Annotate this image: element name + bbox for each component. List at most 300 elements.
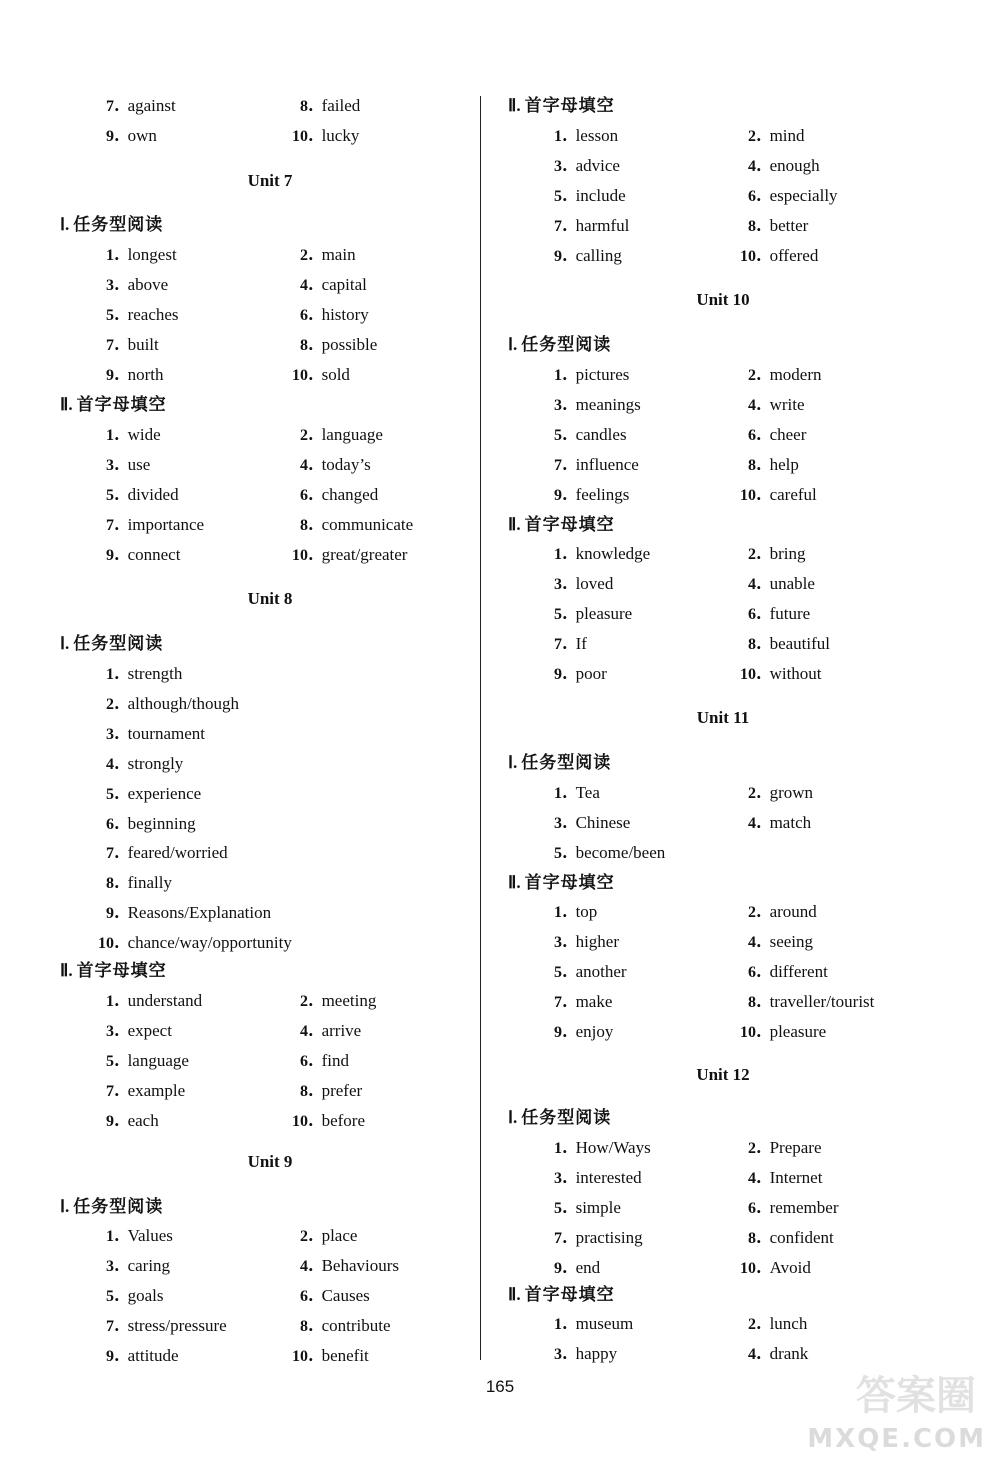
answer-word: capital	[321, 274, 367, 294]
answer-item	[88, 780, 201, 809]
item-dot: .	[756, 185, 762, 205]
section-numeral: Ⅰ.	[60, 634, 70, 653]
answer-row	[60, 899, 480, 927]
item-number: 1	[554, 546, 562, 563]
answer-item	[282, 1077, 362, 1106]
item-number: 9	[554, 665, 562, 683]
answer-row	[60, 987, 480, 1015]
item-dot: .	[308, 1345, 314, 1365]
section-label: 首字母填空	[76, 961, 167, 981]
item-dot: .	[562, 812, 568, 832]
answer-item	[536, 809, 630, 838]
item-dot: .	[562, 1167, 568, 1187]
item-number: 10	[292, 366, 308, 384]
answer-row	[60, 1017, 480, 1045]
answer-row	[508, 481, 938, 509]
item-dot: .	[756, 603, 762, 623]
section-numeral: Ⅱ.	[508, 515, 521, 534]
item-dot: .	[756, 544, 762, 563]
answer-item	[730, 958, 828, 987]
answer-row	[60, 511, 480, 539]
item-dot: .	[114, 1080, 120, 1100]
item-dot: .	[756, 1343, 762, 1363]
answer-item	[730, 1254, 811, 1283]
answer-row	[508, 421, 938, 449]
answer-row	[508, 630, 938, 658]
answer-word: lesson	[575, 126, 619, 145]
section-heading	[508, 511, 615, 539]
answer-row	[60, 421, 480, 449]
answer-word: Prepare	[769, 1138, 822, 1157]
answer-item	[88, 451, 150, 480]
item-number: 6	[748, 187, 756, 205]
item-number: 10	[740, 665, 756, 683]
answer-word: pleasure	[575, 603, 633, 623]
answer-word: candles	[575, 424, 627, 444]
answer-word: confident	[769, 1227, 834, 1247]
section-numeral: Ⅰ.	[508, 335, 518, 354]
item-dot: .	[114, 484, 120, 504]
answer-item	[282, 361, 350, 390]
item-dot: .	[756, 1167, 762, 1187]
answer-word: built	[127, 334, 159, 354]
answer-word: simple	[575, 1197, 621, 1217]
answer-word: tournament	[127, 723, 205, 743]
item-dot: .	[562, 991, 568, 1011]
answer-item	[88, 1312, 227, 1341]
answer-row	[508, 391, 938, 419]
answer-row	[508, 451, 938, 479]
item-dot: .	[756, 1257, 762, 1277]
answer-word: influence	[575, 454, 639, 474]
item-dot: .	[308, 1020, 314, 1040]
answer-word: bring	[769, 544, 806, 563]
answer-item	[282, 331, 377, 360]
answer-word: pleasure	[769, 1021, 827, 1041]
answer-item	[730, 988, 874, 1017]
item-dot: .	[308, 126, 314, 145]
item-number: 5	[106, 785, 114, 803]
item-number: 5	[554, 844, 562, 862]
item-dot: .	[562, 1314, 568, 1333]
item-number: 4	[748, 933, 756, 951]
item-number: 2	[748, 1140, 756, 1157]
answer-row	[60, 92, 480, 120]
item-number: 7	[554, 1229, 562, 1247]
answer-item	[88, 810, 196, 839]
answer-item	[536, 1018, 613, 1047]
item-number: 5	[554, 605, 562, 623]
answer-word: future	[769, 603, 811, 623]
item-number: 3	[106, 276, 114, 294]
answer-item	[536, 481, 629, 510]
item-dot: .	[756, 155, 762, 175]
answer-word: Causes	[321, 1285, 370, 1305]
item-number: 1	[554, 367, 562, 384]
answer-item	[730, 242, 818, 271]
item-number: 3	[106, 1022, 114, 1040]
item-number: 4	[106, 755, 114, 773]
item-dot: .	[756, 902, 762, 921]
answer-word: understand	[127, 991, 203, 1010]
item-dot: .	[756, 1227, 762, 1247]
item-dot: .	[562, 544, 568, 563]
item-number: 10	[292, 1347, 308, 1365]
answer-item	[536, 361, 629, 390]
item-dot: .	[562, 961, 568, 981]
item-number: 4	[748, 575, 756, 593]
answer-item	[536, 212, 629, 241]
item-number: 4	[300, 276, 308, 294]
item-dot: .	[562, 1227, 568, 1247]
answer-row	[508, 1134, 938, 1162]
item-number: 6	[748, 605, 756, 623]
answer-row	[508, 928, 938, 956]
answer-row	[508, 1018, 938, 1046]
item-dot: .	[756, 663, 762, 683]
item-dot: .	[562, 215, 568, 235]
item-number: 10	[292, 546, 308, 564]
item-dot: .	[756, 1021, 762, 1041]
item-dot: .	[114, 334, 120, 354]
item-dot: .	[308, 96, 314, 115]
answer-word: harmful	[575, 215, 630, 235]
item-number: 7	[554, 635, 562, 653]
item-dot: .	[114, 1226, 120, 1245]
answer-item	[536, 839, 665, 868]
answer-item	[730, 809, 811, 838]
item-number: 6	[300, 306, 308, 324]
item-number: 1	[106, 427, 114, 444]
answer-row	[508, 242, 938, 270]
item-number: 5	[554, 426, 562, 444]
answer-word: enjoy	[575, 1021, 614, 1041]
item-dot: .	[114, 723, 120, 743]
item-number: 10	[292, 128, 308, 145]
section-label: 任务型阅读	[521, 753, 612, 773]
answer-word: drank	[769, 1343, 809, 1363]
item-dot: .	[756, 1314, 762, 1333]
item-number: 8	[300, 1317, 308, 1335]
answer-word: each	[127, 1110, 159, 1130]
item-dot: .	[114, 304, 120, 324]
answer-word: Values	[127, 1226, 173, 1245]
item-number: 4	[748, 396, 756, 414]
answer-item	[730, 122, 805, 151]
item-dot: .	[114, 454, 120, 474]
answer-word: seeing	[769, 931, 814, 951]
answer-word: sold	[321, 364, 350, 384]
section-label: 任务型阅读	[73, 215, 164, 235]
section-heading	[60, 957, 167, 985]
item-dot: .	[308, 334, 314, 354]
answer-item	[282, 987, 376, 1016]
answer-item	[536, 1164, 642, 1193]
answer-item	[88, 1047, 189, 1076]
item-dot: .	[562, 603, 568, 623]
page-number: 165	[485, 1377, 515, 1396]
answer-word: use	[127, 454, 151, 474]
item-number: 2	[748, 1316, 756, 1333]
answer-word: unable	[769, 573, 815, 593]
item-number: 9	[554, 1023, 562, 1041]
item-number: 1	[106, 993, 114, 1010]
answer-item	[536, 451, 639, 480]
item-number: 10	[740, 486, 756, 504]
answer-item	[730, 898, 817, 927]
answer-item	[282, 481, 378, 510]
answer-row	[508, 1310, 938, 1338]
item-number: 6	[300, 1052, 308, 1070]
item-number: 3	[554, 396, 562, 414]
unit-title: Unit 10	[696, 290, 750, 309]
answer-word: match	[769, 812, 812, 832]
item-dot: .	[308, 245, 314, 264]
answer-word: poor	[575, 663, 607, 683]
answer-row	[60, 1077, 480, 1105]
answer-row	[60, 780, 480, 808]
answer-row	[60, 929, 480, 957]
item-dot: .	[756, 454, 762, 474]
answer-item	[88, 92, 176, 121]
item-number: 4	[748, 157, 756, 175]
answer-word: Internet	[769, 1167, 823, 1187]
answer-item	[282, 301, 369, 330]
item-number: 7	[554, 993, 562, 1011]
answer-item	[88, 541, 180, 570]
item-dot: .	[114, 903, 120, 923]
answer-item	[730, 1164, 822, 1193]
answer-item	[88, 421, 161, 450]
item-number: 10	[740, 1259, 756, 1277]
section-heading	[508, 1104, 611, 1132]
section-heading	[508, 749, 611, 777]
answer-word: stress/pressure	[127, 1315, 227, 1335]
item-number: 1	[106, 247, 114, 264]
item-dot: .	[308, 484, 314, 504]
answer-word: pictures	[575, 365, 630, 384]
section-numeral: Ⅱ.	[508, 1285, 521, 1304]
answer-word: changed	[321, 484, 379, 504]
answer-word: find	[321, 1050, 349, 1070]
item-dot: .	[756, 961, 762, 981]
item-number: 3	[554, 1345, 562, 1363]
answer-word: place	[321, 1226, 358, 1245]
item-dot: .	[756, 424, 762, 444]
answer-item	[282, 541, 407, 570]
item-dot: .	[308, 514, 314, 534]
item-number: 10	[292, 1112, 308, 1130]
answer-item	[88, 301, 179, 330]
answer-word: loved	[575, 573, 614, 593]
item-dot: .	[308, 991, 314, 1010]
item-number: 5	[106, 1052, 114, 1070]
answer-item	[536, 1310, 633, 1339]
item-number: 8	[748, 993, 756, 1011]
item-number: 7	[106, 1082, 114, 1100]
answer-row	[508, 540, 938, 568]
item-number: 3	[554, 575, 562, 593]
item-number: 2	[106, 695, 114, 713]
answer-word: feared/worried	[127, 843, 228, 863]
item-number: 3	[106, 725, 114, 743]
item-number: 3	[554, 157, 562, 175]
item-dot: .	[562, 842, 568, 862]
answer-word: mind	[769, 126, 805, 145]
item-dot: .	[756, 991, 762, 1011]
item-number: 8	[748, 1229, 756, 1247]
unit-title: Unit 12	[696, 1065, 750, 1084]
item-dot: .	[756, 245, 762, 265]
item-dot: .	[562, 454, 568, 474]
item-number: 2	[748, 785, 756, 802]
answer-item	[730, 421, 806, 450]
answer-row	[508, 122, 938, 150]
answer-word: lunch	[769, 1314, 808, 1333]
item-dot: .	[114, 1255, 120, 1275]
item-number: 4	[748, 1345, 756, 1363]
item-number: 8	[300, 1082, 308, 1100]
item-dot: .	[756, 215, 762, 235]
answer-item	[730, 630, 830, 659]
answer-item	[282, 1107, 365, 1136]
answer-item	[536, 421, 627, 450]
answer-word: language	[127, 1050, 189, 1070]
answer-word: Tea	[575, 783, 600, 802]
item-dot: .	[756, 573, 762, 593]
answer-word: experience	[127, 783, 202, 803]
answer-item	[88, 1252, 170, 1281]
answer-word: own	[127, 126, 157, 145]
answer-item	[536, 182, 626, 211]
answer-word: chance/way/opportunity	[127, 933, 292, 953]
item-number: 2	[748, 546, 756, 563]
item-number: 6	[748, 1199, 756, 1217]
item-number: 9	[106, 546, 114, 564]
answer-item	[536, 988, 612, 1017]
answer-word: caring	[127, 1255, 171, 1275]
item-number: 6	[300, 1287, 308, 1305]
answer-row	[508, 1254, 938, 1282]
item-number: 9	[554, 1259, 562, 1277]
answer-row	[508, 1194, 938, 1222]
item-dot: .	[562, 185, 568, 205]
item-number: 1	[554, 128, 562, 145]
answer-row	[60, 122, 480, 150]
section-heading	[508, 331, 611, 359]
answer-row	[508, 988, 938, 1016]
answer-word: meeting	[321, 991, 377, 1010]
answer-item	[536, 1224, 643, 1253]
item-number: 2	[300, 1228, 308, 1245]
section-numeral: Ⅰ.	[508, 1108, 518, 1127]
answer-item	[88, 1077, 185, 1106]
section-label: 首字母填空	[524, 515, 615, 535]
answer-item	[536, 152, 620, 181]
item-number: 7	[106, 98, 114, 115]
answer-item	[730, 212, 808, 241]
answer-item	[282, 271, 367, 300]
answer-word: If	[575, 633, 587, 653]
answer-row	[60, 1107, 480, 1135]
section-label: 任务型阅读	[521, 1108, 612, 1128]
answer-item	[88, 241, 177, 270]
item-dot: .	[114, 126, 120, 145]
section-heading	[508, 1281, 615, 1309]
answer-word: wide	[127, 425, 161, 444]
item-dot: .	[562, 573, 568, 593]
item-dot: .	[114, 514, 120, 534]
answer-row	[508, 839, 938, 867]
answer-item	[282, 1252, 399, 1281]
unit-title: Unit 11	[696, 708, 750, 727]
answer-item	[88, 899, 271, 928]
item-number: 5	[554, 1199, 562, 1217]
answer-item	[282, 421, 383, 450]
section-numeral: Ⅰ.	[60, 215, 70, 234]
item-number: 9	[106, 1347, 114, 1365]
item-dot: .	[308, 544, 314, 564]
item-number: 1	[554, 904, 562, 921]
item-number: 9	[554, 247, 562, 265]
answer-word: offered	[769, 245, 819, 265]
answer-word: meanings	[575, 394, 641, 414]
answer-word: beginning	[127, 813, 196, 833]
watermark-logo-text: 答案圈	[856, 1373, 976, 1419]
answer-item	[536, 928, 619, 957]
item-dot: .	[308, 1110, 314, 1130]
item-dot: .	[114, 245, 120, 264]
answer-word: Avoid	[769, 1257, 811, 1277]
item-dot: .	[308, 274, 314, 294]
item-dot: .	[308, 1226, 314, 1245]
answer-word: Behaviours	[321, 1255, 400, 1275]
answer-item	[730, 1224, 834, 1253]
answer-item	[88, 122, 157, 151]
item-dot: .	[562, 1138, 568, 1157]
item-dot: .	[308, 304, 314, 324]
answer-row	[60, 271, 480, 299]
answer-word: goals	[127, 1285, 164, 1305]
answer-item	[88, 1342, 179, 1371]
answer-row	[508, 152, 938, 180]
item-dot: .	[114, 544, 120, 564]
answer-row	[508, 361, 938, 389]
answer-word: finally	[127, 873, 172, 893]
item-number: 3	[106, 1257, 114, 1275]
answer-item	[536, 958, 627, 987]
item-dot: .	[562, 365, 568, 384]
item-dot: .	[562, 484, 568, 504]
answer-word: expect	[127, 1020, 172, 1040]
answer-item	[282, 451, 371, 480]
answer-item	[730, 481, 817, 510]
answer-item	[730, 660, 822, 689]
section-label: 任务型阅读	[521, 335, 612, 355]
item-number: 10	[740, 1023, 756, 1041]
item-dot: .	[562, 1197, 568, 1217]
answer-row	[60, 361, 480, 389]
answer-item	[282, 122, 359, 151]
answer-item	[536, 1194, 621, 1223]
answer-row	[508, 1164, 938, 1192]
answer-row	[508, 958, 938, 986]
answer-item	[88, 1017, 172, 1046]
answer-word: divided	[127, 484, 179, 504]
item-number: 2	[300, 993, 308, 1010]
item-dot: .	[114, 425, 120, 444]
item-number: 9	[106, 366, 114, 384]
